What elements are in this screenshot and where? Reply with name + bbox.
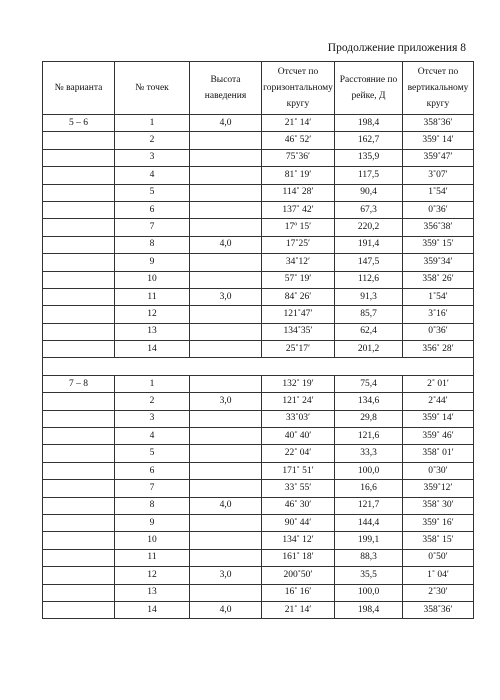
horizontal-reading-cell: 75˚36′ — [262, 149, 335, 166]
distance-cell: 88,3 — [335, 549, 403, 566]
horizontal-reading-cell: 17˚25′ — [262, 236, 335, 253]
vertical-reading-cell: 0˚36′ — [403, 323, 474, 340]
table-row — [43, 115, 474, 132]
height-cell — [190, 201, 262, 218]
table-row — [43, 428, 474, 445]
table-body — [43, 115, 474, 619]
point-cell: 7 — [115, 219, 190, 236]
height-cell: 4,0 — [190, 115, 262, 132]
point-cell: 3 — [115, 410, 190, 427]
point-cell: 4 — [115, 428, 190, 445]
height-cell — [190, 445, 262, 462]
table-row — [43, 271, 474, 288]
horizontal-reading-cell: 114˚ 28′ — [262, 184, 335, 201]
point-cell: 9 — [115, 514, 190, 531]
height-cell — [190, 428, 262, 445]
vertical-reading-cell: 356˚38′ — [403, 219, 474, 236]
point-cell: 6 — [115, 201, 190, 218]
variant-cell — [43, 271, 115, 288]
distance-cell: 135,9 — [335, 149, 403, 166]
point-cell: 12 — [115, 306, 190, 323]
horizontal-reading-cell: 40˚ 40′ — [262, 428, 335, 445]
vertical-reading-cell: 359˚ 46′ — [403, 428, 474, 445]
horizontal-reading-cell: 171˚ 51′ — [262, 462, 335, 479]
vertical-reading-cell: 358˚ 15′ — [403, 532, 474, 549]
height-cell — [190, 254, 262, 271]
point-cell: 4 — [115, 167, 190, 184]
table-row — [43, 393, 474, 410]
horizontal-reading-cell: 90˚ 44′ — [262, 514, 335, 531]
horizontal-reading-cell: 21˚ 14′ — [262, 601, 335, 618]
height-cell: 4,0 — [190, 236, 262, 253]
horizontal-reading-cell: 137˚ 42′ — [262, 201, 335, 218]
height-cell — [190, 514, 262, 531]
height-cell: 3,0 — [190, 288, 262, 305]
height-cell — [190, 480, 262, 497]
horizontal-reading-cell: 34˚12′ — [262, 254, 335, 271]
vertical-reading-cell: 1˚54′ — [403, 184, 474, 201]
height-cell — [190, 410, 262, 427]
point-cell: 10 — [115, 532, 190, 549]
table-row — [43, 167, 474, 184]
height-cell — [190, 532, 262, 549]
distance-cell: 121,7 — [335, 497, 403, 514]
table-row — [43, 341, 474, 358]
variant-cell — [43, 549, 115, 566]
horizontal-reading-cell: 17º 15′ — [262, 219, 335, 236]
table-row — [43, 584, 474, 601]
vertical-reading-cell: 0˚36′ — [403, 201, 474, 218]
table-row — [43, 532, 474, 549]
table-row — [43, 132, 474, 149]
height-cell — [190, 584, 262, 601]
header-point: № точек — [115, 62, 190, 115]
vertical-reading-cell: 359˚ 14′ — [403, 410, 474, 427]
vertical-reading-cell: 359˚34′ — [403, 254, 474, 271]
height-cell: 3,0 — [190, 393, 262, 410]
vertical-reading-cell: 359˚47′ — [403, 149, 474, 166]
variant-cell — [43, 184, 115, 201]
table-row — [43, 567, 474, 584]
variant-cell: 7 – 8 — [43, 375, 115, 392]
point-cell: 14 — [115, 601, 190, 618]
table-row — [43, 219, 474, 236]
distance-cell: 29,8 — [335, 410, 403, 427]
height-cell — [190, 184, 262, 201]
height-cell — [190, 306, 262, 323]
point-cell: 8 — [115, 497, 190, 514]
point-cell: 8 — [115, 236, 190, 253]
variant-cell — [43, 201, 115, 218]
variant-cell — [43, 410, 115, 427]
height-cell: 4,0 — [190, 497, 262, 514]
table-row — [43, 497, 474, 514]
variant-cell — [43, 341, 115, 358]
horizontal-reading-cell: 161˚ 18′ — [262, 549, 335, 566]
point-cell: 13 — [115, 323, 190, 340]
vertical-reading-cell: 1˚ 04′ — [403, 567, 474, 584]
height-cell — [190, 375, 262, 392]
variant-cell — [43, 288, 115, 305]
variant-cell — [43, 219, 115, 236]
distance-cell: 199,1 — [335, 532, 403, 549]
point-cell: 7 — [115, 480, 190, 497]
table-row — [43, 375, 474, 392]
table-row — [43, 306, 474, 323]
height-cell — [190, 219, 262, 236]
group-separator-cell — [43, 358, 474, 375]
distance-cell: 75,4 — [335, 375, 403, 392]
table-row — [43, 288, 474, 305]
distance-cell: 147,5 — [335, 254, 403, 271]
height-cell — [190, 323, 262, 340]
point-cell: 2 — [115, 132, 190, 149]
vertical-reading-cell: 356˚ 28′ — [403, 341, 474, 358]
header-distance: Расстояние по рейке, Д — [335, 62, 403, 115]
variant-cell — [43, 306, 115, 323]
table-row — [43, 462, 474, 479]
horizontal-reading-cell: 33˚03′ — [262, 410, 335, 427]
distance-cell: 16,6 — [335, 480, 403, 497]
horizontal-reading-cell: 21˚ 14′ — [262, 115, 335, 132]
variant-cell — [43, 445, 115, 462]
point-cell: 6 — [115, 462, 190, 479]
distance-cell: 162,7 — [335, 132, 403, 149]
table-row — [43, 445, 474, 462]
distance-cell: 67,3 — [335, 201, 403, 218]
vertical-reading-cell: 358˚36′ — [403, 115, 474, 132]
point-cell: 5 — [115, 445, 190, 462]
table-row — [43, 410, 474, 427]
horizontal-reading-cell: 132˚ 19′ — [262, 375, 335, 392]
height-cell — [190, 149, 262, 166]
distance-cell: 100,0 — [335, 462, 403, 479]
vertical-reading-cell: 358˚36′ — [403, 601, 474, 618]
table-row — [43, 254, 474, 271]
horizontal-reading-cell: 84˚ 26′ — [262, 288, 335, 305]
variant-cell — [43, 532, 115, 549]
variant-cell — [43, 497, 115, 514]
point-cell: 13 — [115, 584, 190, 601]
distance-cell: 100,0 — [335, 584, 403, 601]
distance-cell: 90,4 — [335, 184, 403, 201]
horizontal-reading-cell: 121˚47′ — [262, 306, 335, 323]
vertical-reading-cell: 0˚30′ — [403, 462, 474, 479]
distance-cell: 198,4 — [335, 115, 403, 132]
variant-cell — [43, 167, 115, 184]
table-header-row — [43, 62, 474, 115]
variant-cell — [43, 149, 115, 166]
table-row — [43, 149, 474, 166]
appendix-caption: Продолжение приложения 8 — [327, 42, 466, 54]
variant-cell: 5 – 6 — [43, 115, 115, 132]
variant-cell — [43, 132, 115, 149]
vertical-reading-cell: 359˚ 15′ — [403, 236, 474, 253]
vertical-reading-cell: 358˚ 01′ — [403, 445, 474, 462]
point-cell: 2 — [115, 393, 190, 410]
distance-cell: 220,2 — [335, 219, 403, 236]
header-height: Высота наведения — [190, 62, 262, 115]
height-cell — [190, 271, 262, 288]
point-cell: 14 — [115, 341, 190, 358]
horizontal-reading-cell: 134˚35′ — [262, 323, 335, 340]
variant-cell — [43, 567, 115, 584]
height-cell: 4,0 — [190, 601, 262, 618]
distance-cell: 134,6 — [335, 393, 403, 410]
height-cell — [190, 132, 262, 149]
variant-cell — [43, 480, 115, 497]
distance-cell: 35,5 — [335, 567, 403, 584]
distance-cell: 201,2 — [335, 341, 403, 358]
vertical-reading-cell: 2˚44′ — [403, 393, 474, 410]
survey-data-table — [42, 61, 474, 619]
variant-cell — [43, 236, 115, 253]
header-horizontal-reading: Отсчет по горизонтальному кругу — [262, 62, 335, 115]
distance-cell: 62,4 — [335, 323, 403, 340]
distance-cell: 121,6 — [335, 428, 403, 445]
height-cell — [190, 462, 262, 479]
horizontal-reading-cell: 46˚ 30′ — [262, 497, 335, 514]
distance-cell: 191,4 — [335, 236, 403, 253]
horizontal-reading-cell: 16˚ 16′ — [262, 584, 335, 601]
point-cell: 1 — [115, 375, 190, 392]
point-cell: 11 — [115, 549, 190, 566]
variant-cell — [43, 254, 115, 271]
horizontal-reading-cell: 25˚17′ — [262, 341, 335, 358]
vertical-reading-cell: 359˚ 16′ — [403, 514, 474, 531]
group-separator-row — [43, 358, 474, 375]
vertical-reading-cell: 359˚ 14′ — [403, 132, 474, 149]
table-row — [43, 184, 474, 201]
table-row — [43, 201, 474, 218]
horizontal-reading-cell: 22˚ 04′ — [262, 445, 335, 462]
table-row — [43, 480, 474, 497]
point-cell: 11 — [115, 288, 190, 305]
variant-cell — [43, 462, 115, 479]
distance-cell: 112,6 — [335, 271, 403, 288]
vertical-reading-cell: 0˚50′ — [403, 549, 474, 566]
variant-cell — [43, 601, 115, 618]
point-cell: 9 — [115, 254, 190, 271]
vertical-reading-cell: 359˚12′ — [403, 480, 474, 497]
height-cell — [190, 549, 262, 566]
distance-cell: 117,5 — [335, 167, 403, 184]
vertical-reading-cell: 1˚54′ — [403, 288, 474, 305]
distance-cell: 144,4 — [335, 514, 403, 531]
variant-cell — [43, 323, 115, 340]
horizontal-reading-cell: 57˚ 19′ — [262, 271, 335, 288]
vertical-reading-cell: 2˚30′ — [403, 584, 474, 601]
vertical-reading-cell: 2˚ 01′ — [403, 375, 474, 392]
header-variant: № варианта — [43, 62, 115, 115]
vertical-reading-cell: 358˚ 30′ — [403, 497, 474, 514]
height-cell — [190, 167, 262, 184]
header-vertical-reading: Отсчет по вертикальному кругу — [403, 62, 474, 115]
distance-cell: 91,3 — [335, 288, 403, 305]
horizontal-reading-cell: 121˚ 24′ — [262, 393, 335, 410]
distance-cell: 198,4 — [335, 601, 403, 618]
variant-cell — [43, 428, 115, 445]
horizontal-reading-cell: 200˚50′ — [262, 567, 335, 584]
horizontal-reading-cell: 46˚ 52′ — [262, 132, 335, 149]
point-cell: 1 — [115, 115, 190, 132]
point-cell: 10 — [115, 271, 190, 288]
height-cell: 3,0 — [190, 567, 262, 584]
table-row — [43, 323, 474, 340]
table-row — [43, 601, 474, 618]
horizontal-reading-cell: 33˚ 55′ — [262, 480, 335, 497]
height-cell — [190, 341, 262, 358]
variant-cell — [43, 393, 115, 410]
point-cell: 12 — [115, 567, 190, 584]
horizontal-reading-cell: 81˚ 19′ — [262, 167, 335, 184]
vertical-reading-cell: 358˚ 26′ — [403, 271, 474, 288]
variant-cell — [43, 514, 115, 531]
vertical-reading-cell: 3˚16′ — [403, 306, 474, 323]
table-row — [43, 549, 474, 566]
distance-cell: 85,7 — [335, 306, 403, 323]
point-cell: 5 — [115, 184, 190, 201]
point-cell: 3 — [115, 149, 190, 166]
variant-cell — [43, 584, 115, 601]
horizontal-reading-cell: 134˚ 12′ — [262, 532, 335, 549]
table-row — [43, 236, 474, 253]
table-row — [43, 514, 474, 531]
vertical-reading-cell: 3˚07′ — [403, 167, 474, 184]
distance-cell: 33,3 — [335, 445, 403, 462]
